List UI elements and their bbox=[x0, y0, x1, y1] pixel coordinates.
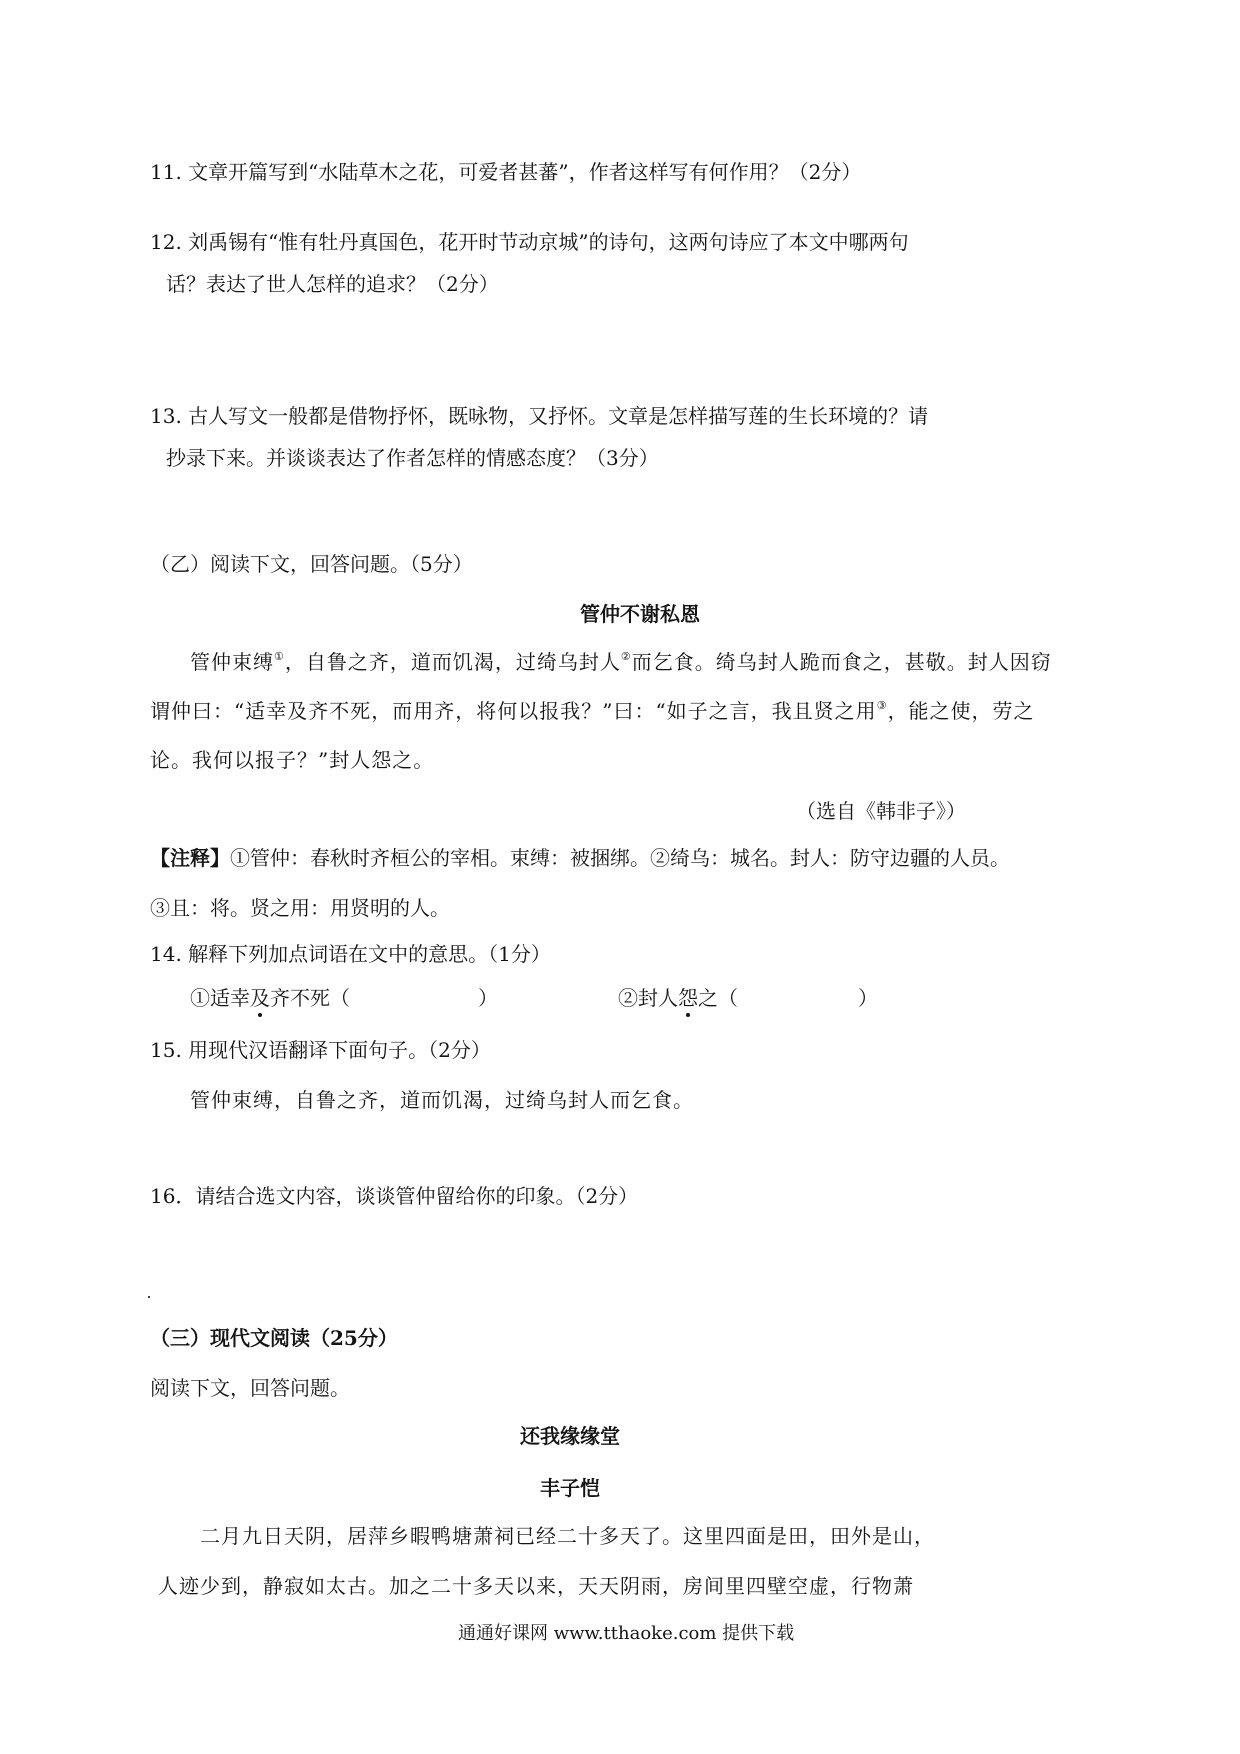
notes-label: 【注释】 bbox=[150, 846, 230, 870]
question-11: 11. 文章开篇写到“水陆草木之花，可爱者甚蕃”，作者这样写有何作用？（2分） bbox=[150, 160, 862, 184]
page-footer: 通通好课网 www.tthaoke.com 提供下载 bbox=[458, 1623, 795, 1644]
question-15-sentence: 管仲束缚，自鲁之齐，道而饥渴，过绮乌封人而乞食。 bbox=[190, 1088, 694, 1112]
passage-line-3: 论。我何以报子？”封人怨之。 bbox=[150, 748, 435, 772]
question-14: 14. 解释下列加点词语在文中的意思。（1分） bbox=[150, 942, 551, 966]
question-14-item-b: ②封人怨之（ bbox=[618, 986, 738, 1010]
passage-title: 管仲不谢私恩 bbox=[580, 602, 700, 626]
scan-speck bbox=[148, 1296, 150, 1298]
passage-line-1: 管仲束缚①，自鲁之齐，道而饥渴，过绮乌封人②而乞食。绮乌封人跪而食之，甚敬。封人因窃 bbox=[190, 650, 1052, 674]
dotted-word-yuan: 怨 bbox=[678, 986, 698, 1010]
answer-blank-a-close: ） bbox=[478, 986, 498, 1010]
notes-line-2: ③且：将。贤之用：用贤明的人。 bbox=[150, 896, 450, 920]
notes-line-1: 【注释】①管仲：春秋时齐桓公的宰相。束缚：被捆绑。②绮乌：城名。封人：防守边疆的人员。 bbox=[150, 846, 1010, 870]
question-15: 15. 用现代汉语翻译下面句子。（2分） bbox=[150, 1038, 491, 1062]
question-16: 16．请结合选文内容，谈谈管仲留给你的印象。（2分） bbox=[150, 1184, 639, 1208]
passage-line-2: 谓仲曰：“适幸及齐不死，而用齐，将何以报我？”曰：“如子之言，我且贤之用③，能之使，劳之 bbox=[150, 699, 1035, 723]
footnote-marker-1: ① bbox=[274, 650, 285, 663]
essay-title: 还我缘缘堂 bbox=[520, 1424, 620, 1448]
question-12-line-2: 话？表达了世人怎样的追求？（2分） bbox=[166, 272, 499, 296]
section-yi-heading: （乙）阅读下文，回答问题。（5分） bbox=[150, 552, 473, 576]
question-12-line-1: 12. 刘禹锡有“惟有牡丹真国色，花开时节动京城”的诗句，这两句诗应了本文中哪两句 bbox=[150, 230, 909, 254]
dotted-word-ji: 及 bbox=[250, 986, 270, 1010]
question-13-line-2: 抄录下来。并谈谈表达了作者怎样的情感态度？（3分） bbox=[166, 446, 659, 470]
essay-author: 丰子恺 bbox=[540, 1476, 600, 1500]
footnote-marker-3: ③ bbox=[876, 699, 888, 712]
answer-blank-b-close: ） bbox=[858, 986, 878, 1010]
section-san-heading: （三）现代文阅读（25分） bbox=[150, 1326, 398, 1350]
question-14-item-a: ①适幸及齐不死（ bbox=[190, 986, 350, 1010]
footnote-marker-2: ② bbox=[620, 650, 632, 663]
essay-line-1: 二月九日天阴，居萍乡暇鸭塘萧祠已经二十多天了。这里四面是田，田外是山， bbox=[200, 1524, 935, 1548]
essay-line-2: 人迹少到，静寂如太古。加之二十多天以来，天天阴雨，房间里四壁空虚，行物萧 bbox=[158, 1574, 914, 1598]
passage-source: （选自《韩非子》） bbox=[796, 799, 966, 823]
section-san-instruction: 阅读下文，回答问题。 bbox=[150, 1376, 350, 1400]
question-13-line-1: 13. 古人写文一般都是借物抒怀，既咏物，又抒怀。文章是怎样描写莲的生长环境的？请 bbox=[150, 404, 929, 428]
